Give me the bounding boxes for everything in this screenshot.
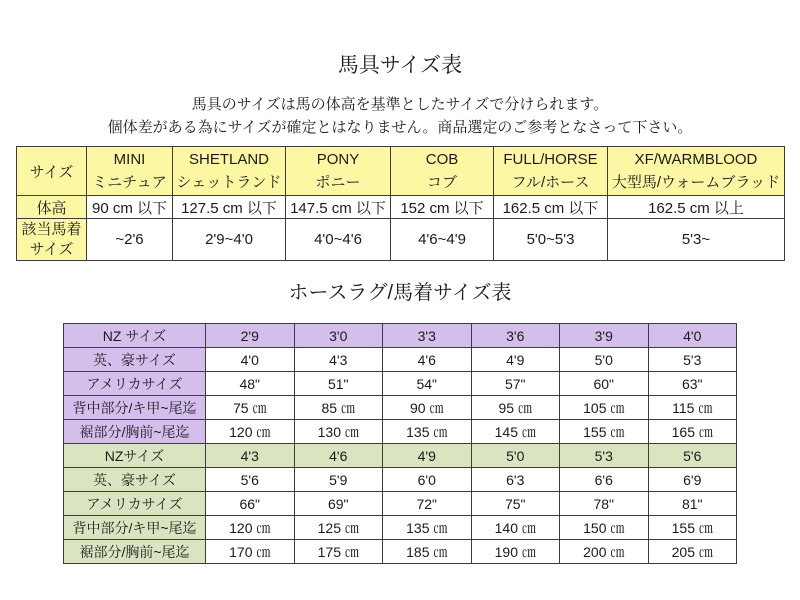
table-cell: 3'6 xyxy=(471,324,560,348)
row-label-line: サイズ xyxy=(29,240,74,258)
rug-row-back-upper xyxy=(64,396,737,420)
tack-header-pony xyxy=(286,147,391,196)
table-cell: 150 ㎝ xyxy=(560,516,649,540)
size-name-en: SHETLAND xyxy=(188,151,270,168)
table-cell: 190 ㎝ xyxy=(471,540,560,564)
tack-header-row xyxy=(17,147,785,196)
size-name-en: XF/WARMBLOOD xyxy=(634,151,758,168)
table-cell: 3'0 xyxy=(294,324,383,348)
size-name-en: FULL/HORSE xyxy=(503,151,598,168)
tack-size-table xyxy=(16,146,785,261)
table-cell: 4'6 xyxy=(294,444,383,468)
row-label: NZ サイズ xyxy=(64,324,206,348)
table-cell: 4'6 xyxy=(383,348,472,372)
tack-header-shetland xyxy=(173,147,286,196)
table-cell: 120 ㎝ xyxy=(206,420,295,444)
table-cell: 4'3 xyxy=(294,348,383,372)
row-label: 背中部分/キ甲~尾迄 xyxy=(64,516,206,540)
intro-line-1: 馬具のサイズは馬の体高を基準としたサイズで分けられます。 xyxy=(191,96,609,113)
rug-row-us-lower xyxy=(64,492,737,516)
row-label-rug-size xyxy=(17,219,87,261)
table-cell: 162.5 cm 以上 xyxy=(608,196,785,219)
row-label-height: 体高 xyxy=(17,196,87,219)
size-name-en: COB xyxy=(425,151,459,168)
tack-header-full-horse xyxy=(494,147,608,196)
table-cell: 90 cm 以下 xyxy=(87,196,173,219)
row-label: 裾部分/胸前~尾迄 xyxy=(64,540,206,564)
table-cell: 85 ㎝ xyxy=(294,396,383,420)
table-cell: 5'3~ xyxy=(608,219,785,261)
table-cell: 6'0 xyxy=(383,468,472,492)
table-cell: 66" xyxy=(206,492,295,516)
table-cell: 155 ㎝ xyxy=(560,420,649,444)
table-cell: 125 ㎝ xyxy=(294,516,383,540)
tack-header-xf-warmblood xyxy=(608,147,785,196)
table-cell: 200 ㎝ xyxy=(560,540,649,564)
table-cell: 90 ㎝ xyxy=(383,396,472,420)
table-cell: 175 ㎝ xyxy=(294,540,383,564)
table-cell: 95 ㎝ xyxy=(471,396,560,420)
table-cell: 4'3 xyxy=(206,444,295,468)
size-name-ja: フル/ホース xyxy=(511,174,590,191)
table-cell: 5'3 xyxy=(648,348,737,372)
table-cell: 135 ㎝ xyxy=(383,420,472,444)
table-cell: 60" xyxy=(560,372,649,396)
row-label: NZサイズ xyxy=(64,444,206,468)
table-cell: 5'6 xyxy=(206,468,295,492)
table-cell: 6'3 xyxy=(471,468,560,492)
table-cell: 81" xyxy=(648,492,737,516)
table-cell: 130 ㎝ xyxy=(294,420,383,444)
table-cell: 3'3 xyxy=(383,324,472,348)
rug-row-nz-upper xyxy=(64,324,737,348)
rug-table-title: ホースラグ/馬着サイズ表 xyxy=(288,282,512,304)
rug-row-nz-lower xyxy=(64,444,737,468)
table-cell: 120 ㎝ xyxy=(206,516,295,540)
table-cell: 51" xyxy=(294,372,383,396)
table-cell: 4'0~4'6 xyxy=(286,219,391,261)
table-cell: 155 ㎝ xyxy=(648,516,737,540)
table-cell: 48" xyxy=(206,372,295,396)
row-label: 背中部分/キ甲~尾迄 xyxy=(64,396,206,420)
size-name-en: MINI xyxy=(113,151,146,168)
table-cell: 4'6~4'9 xyxy=(391,219,494,261)
table-cell: 5'0~5'3 xyxy=(494,219,608,261)
table-cell: 6'6 xyxy=(560,468,649,492)
table-cell: 140 ㎝ xyxy=(471,516,560,540)
size-name-ja: ポニー xyxy=(315,174,361,191)
size-name-en: PONY xyxy=(316,151,360,168)
rug-row-hem-lower xyxy=(64,540,737,564)
page-title: 馬具サイズ表 xyxy=(337,54,463,77)
table-cell: 5'0 xyxy=(560,348,649,372)
table-cell: 3'9 xyxy=(560,324,649,348)
size-name-ja: 大型馬/ウォームブラッド xyxy=(611,174,781,191)
table-cell: 4'0 xyxy=(648,324,737,348)
table-cell: 4'0 xyxy=(206,348,295,372)
rug-row-uk-au-upper xyxy=(64,348,737,372)
table-cell: 205 ㎝ xyxy=(648,540,737,564)
rug-row-us-upper xyxy=(64,372,737,396)
table-cell: 75" xyxy=(471,492,560,516)
tack-corner-cell: サイズ xyxy=(17,147,87,196)
rug-row-back-lower xyxy=(64,516,737,540)
tack-header-cob xyxy=(391,147,494,196)
table-cell: 4'9 xyxy=(471,348,560,372)
size-name-ja: ミニチュア xyxy=(92,174,167,191)
table-cell: ~2'6 xyxy=(87,219,173,261)
row-label: 裾部分/胸前~尾迄 xyxy=(64,420,206,444)
rug-size-table xyxy=(63,323,737,564)
row-label-line: 該当馬着 xyxy=(21,220,82,238)
table-cell: 2'9~4'0 xyxy=(173,219,286,261)
size-name-ja: コブ xyxy=(426,174,457,191)
table-cell: 105 ㎝ xyxy=(560,396,649,420)
table-cell: 5'3 xyxy=(560,444,649,468)
table-cell: 185 ㎝ xyxy=(383,540,472,564)
tack-height-row xyxy=(17,196,785,219)
table-cell: 54" xyxy=(383,372,472,396)
row-label: 英、豪サイズ xyxy=(64,348,206,372)
table-cell: 63" xyxy=(648,372,737,396)
table-cell: 165 ㎝ xyxy=(648,420,737,444)
table-cell: 2'9 xyxy=(206,324,295,348)
table-cell: 75 ㎝ xyxy=(206,396,295,420)
table-cell: 5'6 xyxy=(648,444,737,468)
table-cell: 145 ㎝ xyxy=(471,420,560,444)
table-cell: 5'0 xyxy=(471,444,560,468)
table-cell: 5'9 xyxy=(294,468,383,492)
table-cell: 57" xyxy=(471,372,560,396)
rug-row-hem-upper xyxy=(64,420,737,444)
table-cell: 6'9 xyxy=(648,468,737,492)
table-cell: 72" xyxy=(383,492,472,516)
intro-line-2: 個体差がある為にサイズが確定とはなりません。商品選定のご参考となさって下さい。 xyxy=(107,119,693,136)
table-cell: 115 ㎝ xyxy=(648,396,737,420)
table-cell: 147.5 cm 以下 xyxy=(286,196,391,219)
row-label: アメリカサイズ xyxy=(64,492,206,516)
table-cell: 170 ㎝ xyxy=(206,540,295,564)
table-cell: 152 cm 以下 xyxy=(391,196,494,219)
rug-row-uk-au-lower xyxy=(64,468,737,492)
tack-rug-size-row xyxy=(17,219,785,261)
table-cell: 78" xyxy=(560,492,649,516)
table-cell: 69" xyxy=(294,492,383,516)
table-cell: 162.5 cm 以下 xyxy=(494,196,608,219)
table-cell: 4'9 xyxy=(383,444,472,468)
table-cell: 135 ㎝ xyxy=(383,516,472,540)
row-label: アメリカサイズ xyxy=(64,372,206,396)
row-label: 英、豪サイズ xyxy=(64,468,206,492)
size-name-ja: シェットランド xyxy=(176,174,282,191)
tack-header-mini xyxy=(87,147,173,196)
table-cell: 127.5 cm 以下 xyxy=(173,196,286,219)
